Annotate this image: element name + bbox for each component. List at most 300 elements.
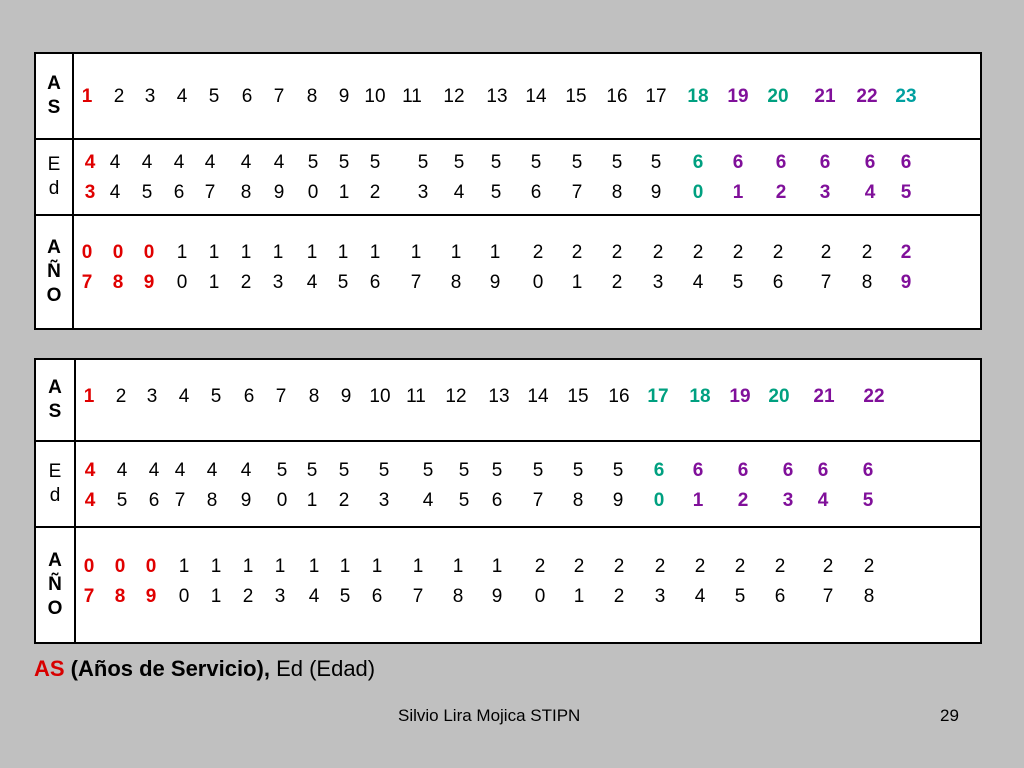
as-value: 21 [813,386,835,407]
row-label-ano [35,215,73,329]
digit: 4 [308,586,320,607]
digit: 8 [112,272,124,293]
digit: 5 [458,460,470,481]
digit: 7 [81,272,93,293]
digit: 2 [242,586,254,607]
digit: 8 [863,586,875,607]
ed-value [110,148,121,208]
digit: 5 [571,152,583,173]
ano-value [612,238,623,298]
digit: 8 [114,586,126,607]
row-label-letter: E [47,154,61,175]
digit: 3 [782,490,794,511]
digit: 7 [532,490,544,511]
ano-value [84,552,95,612]
ed-value [693,148,704,208]
ano-value [307,238,318,298]
digit: 5 [422,460,434,481]
row-label-letter: d [48,178,60,199]
digit: 1 [242,556,254,577]
ano-value [453,552,464,612]
as-value: 20 [767,86,789,107]
digit: 6 [653,460,665,481]
ed-value [117,456,128,516]
digit: 6 [782,460,794,481]
digit: 0 [307,182,319,203]
digit: 4 [422,490,434,511]
ano-value [533,238,544,298]
ano-value [340,552,351,612]
digit: 2 [573,556,585,577]
row-label-as [35,53,73,139]
row-label-ed [35,441,75,527]
as-value: 17 [645,86,667,107]
digit: 4 [84,152,96,173]
ano-value [695,552,706,612]
as-value: 16 [608,386,630,407]
ed-value [693,456,704,516]
ano-value [653,238,664,298]
digit: 2 [369,182,381,203]
ano-value [82,238,93,298]
digit: 5 [339,586,351,607]
digit: 4 [173,152,185,173]
ano-value [113,238,124,298]
caption [34,656,375,682]
as-values-row [73,53,981,139]
ed-value [205,148,216,208]
digit: 2 [532,242,544,263]
ed-value [531,148,542,208]
digit: 2 [692,242,704,263]
digit: 8 [611,182,623,203]
digit: 0 [532,272,544,293]
digit: 3 [652,272,664,293]
as-value: 4 [178,386,190,407]
as-value: 1 [81,86,93,107]
ed-values-row [73,139,981,215]
digit: 6 [491,490,503,511]
digit: 1 [369,242,381,263]
row-label-as [35,359,75,441]
digit: 5 [900,182,912,203]
digit: 5 [650,152,662,173]
as-value: 14 [525,86,547,107]
as-value: 7 [275,386,287,407]
ano-value [177,238,188,298]
digit: 1 [692,490,704,511]
digit: 6 [817,460,829,481]
ed-value [820,148,831,208]
digit: 4 [109,182,121,203]
digit: 2 [534,556,546,577]
digit: 2 [654,556,666,577]
ed-value [423,456,434,516]
digit: 4 [206,460,218,481]
ano-values-row [75,527,981,643]
row-label-ed [35,139,73,215]
digit: 8 [240,182,252,203]
digit: 4 [306,272,318,293]
as-value: 14 [527,386,549,407]
digit: 6 [775,152,787,173]
digit: 5 [732,272,744,293]
digit: 1 [210,556,222,577]
ano-value [243,552,254,612]
digit: 4 [148,460,160,481]
digit: 4 [109,152,121,173]
ano-value [451,238,462,298]
digit: 6 [371,586,383,607]
digit: 1 [491,556,503,577]
page-number: 29 [940,706,959,725]
as-value: 9 [338,86,350,107]
digit: 2 [774,556,786,577]
digit: 4 [240,152,252,173]
digit: 1 [308,556,320,577]
ed-value [865,148,876,208]
digit: 2 [732,242,744,263]
digit: 2 [613,556,625,577]
ed-value [174,148,185,208]
digit: 3 [84,182,96,203]
row-label-letter: O [46,284,62,306]
digit: 7 [410,272,422,293]
ed-value [175,456,186,516]
digit: 5 [338,460,350,481]
digit: 4 [204,152,216,173]
ed-value [738,456,749,516]
ano-value [735,552,746,612]
digit: 3 [654,586,666,607]
ano-value [733,238,744,298]
as-value: 9 [340,386,352,407]
digit: 2 [861,242,873,263]
digit: 7 [571,182,583,203]
as-value: 15 [565,86,587,107]
row-label-letter: E [48,461,62,482]
ano-value [146,552,157,612]
digit: 9 [273,182,285,203]
ed-value [612,148,623,208]
as-value: 10 [364,86,386,107]
as-value: 21 [814,86,836,107]
digit: 2 [652,242,664,263]
digit: 5 [276,460,288,481]
digit: 1 [732,182,744,203]
ed-value [651,148,662,208]
digit: 5 [378,460,390,481]
ed-value [307,456,318,516]
digit: 0 [145,556,157,577]
as-value: 2 [115,386,127,407]
digit: 9 [650,182,662,203]
digit: 5 [337,272,349,293]
digit: 3 [417,182,429,203]
digit: 9 [491,586,503,607]
digit: 5 [141,182,153,203]
digit: 8 [206,490,218,511]
digit: 0 [178,586,190,607]
as-value: 7 [273,86,285,107]
digit: 3 [378,490,390,511]
digit: 1 [371,556,383,577]
ano-value [275,552,286,612]
ed-value [274,148,285,208]
ano-value [241,238,252,298]
digit: 6 [774,586,786,607]
digit: 7 [822,586,834,607]
ano-value [614,552,625,612]
ed-value [572,148,583,208]
digit: 0 [112,242,124,263]
digit: 1 [210,586,222,607]
digit: 8 [452,586,464,607]
ano-value [535,552,546,612]
digit: 2 [734,556,746,577]
digit: 3 [272,272,284,293]
digit: 3 [819,182,831,203]
ano-value [309,552,320,612]
digit: 2 [613,586,625,607]
as-value: 19 [727,86,749,107]
digit: 5 [307,152,319,173]
digit: 1 [208,242,220,263]
as-value: 13 [488,386,510,407]
ed-value [573,456,584,516]
digit: 1 [412,556,424,577]
digit: 5 [116,490,128,511]
digit: 0 [653,490,665,511]
as-value: 12 [443,86,465,107]
digit: 2 [900,242,912,263]
digit: 6 [173,182,185,203]
as-value: 2 [113,86,125,107]
row-label-letter: A [48,549,62,571]
digit: 5 [734,586,746,607]
ed-value [142,148,153,208]
ed-value [149,456,160,516]
digit: 1 [306,490,318,511]
as-value: 20 [768,386,790,407]
digit: 5 [369,152,381,173]
as-value: 6 [243,386,255,407]
ed-value [339,148,350,208]
ano-value [572,238,583,298]
digit: 0 [81,242,93,263]
digit: 6 [369,272,381,293]
ano-value [144,238,155,298]
digit: 0 [176,272,188,293]
ano-values-row [73,215,981,329]
ed-value [454,148,465,208]
ano-value [821,238,832,298]
as-value: 10 [369,386,391,407]
digit: 5 [306,460,318,481]
ano-value [490,238,501,298]
ed-value [863,456,874,516]
digit: 6 [148,490,160,511]
digit: 9 [240,490,252,511]
ed-value [339,456,350,516]
ed-value [85,148,96,208]
as-value: 6 [241,86,253,107]
as-value: 12 [445,386,467,407]
ed-value [459,456,470,516]
digit: 1 [573,586,585,607]
as-value: 4 [176,86,188,107]
ano-value [338,238,349,298]
digit: 6 [864,152,876,173]
as-value: 15 [567,386,589,407]
ed-values-row [75,441,981,527]
as-value: 8 [306,86,318,107]
digit: 5 [862,490,874,511]
digit: 4 [84,460,96,481]
digit: 5 [612,460,624,481]
ano-value [864,552,875,612]
as-value: 5 [210,386,222,407]
digit: 1 [338,182,350,203]
ed-value [613,456,624,516]
digit: 4 [273,152,285,173]
ano-value [492,552,503,612]
digit: 1 [176,242,188,263]
ed-value [85,456,96,516]
as-value: 22 [856,86,878,107]
digit: 4 [84,490,96,511]
ed-value [783,456,794,516]
digit: 5 [490,152,502,173]
ed-value [308,148,319,208]
digit: 4 [453,182,465,203]
ed-value [207,456,218,516]
digit: 2 [775,182,787,203]
ed-value [491,148,502,208]
digit: 8 [861,272,873,293]
ano-value [901,238,912,298]
as-value: 18 [689,386,711,407]
row-label-letter: S [48,400,62,422]
digit: 0 [143,242,155,263]
as-value: 23 [895,86,917,107]
digit: 1 [208,272,220,293]
as-value: 19 [729,386,751,407]
digit: 0 [276,490,288,511]
digit: 2 [240,272,252,293]
as-values-row [75,359,981,441]
row-label-letter: S [47,96,61,118]
digit: 9 [143,272,155,293]
digit: 7 [412,586,424,607]
digit: 5 [611,152,623,173]
digit: 1 [272,242,284,263]
digit: 1 [410,242,422,263]
digit: 1 [274,556,286,577]
digit: 1 [452,556,464,577]
row-label-letter: Ñ [47,260,61,282]
digit: 4 [817,490,829,511]
digit: 5 [453,152,465,173]
digit: 1 [450,242,462,263]
digit: 3 [274,586,286,607]
row-label-letter: Ñ [48,573,62,595]
digit: 0 [534,586,546,607]
digit: 5 [530,152,542,173]
digit: 5 [338,152,350,173]
ano-value [655,552,666,612]
as-value: 13 [486,86,508,107]
as-value: 5 [208,86,220,107]
digit: 9 [145,586,157,607]
footer-author: Silvio Lira Mojica STIPN [398,706,581,725]
digit: 2 [737,490,749,511]
ano-value [411,238,422,298]
digit: 1 [489,242,501,263]
digit: 6 [772,272,784,293]
ano-value [862,238,873,298]
ed-value [533,456,544,516]
as-value: 16 [606,86,628,107]
as-value: 1 [83,386,95,407]
as-value: 22 [863,386,885,407]
digit: 6 [530,182,542,203]
row-label-letter: O [47,597,63,619]
digit: 1 [178,556,190,577]
digit: 5 [490,182,502,203]
digit: 4 [116,460,128,481]
as-value: 18 [687,86,709,107]
digit: 8 [450,272,462,293]
as-value: 11 [406,386,426,407]
as-value: 11 [402,86,422,107]
digit: 2 [611,242,623,263]
digit: 2 [820,242,832,263]
as-value: 3 [144,86,156,107]
ed-value [241,148,252,208]
ed-value [418,148,429,208]
digit: 1 [571,272,583,293]
digit: 5 [458,490,470,511]
digit: 2 [611,272,623,293]
digit: 6 [732,152,744,173]
row-label-letter: A [47,72,61,94]
row-label-letter: d [49,485,61,506]
digit: 7 [83,586,95,607]
digit: 2 [694,556,706,577]
digit: 0 [692,182,704,203]
digit: 2 [863,556,875,577]
digit: 6 [819,152,831,173]
digit: 7 [820,272,832,293]
digit: 2 [338,490,350,511]
digit: 9 [489,272,501,293]
digit: 4 [692,272,704,293]
digit: 0 [83,556,95,577]
digit: 1 [240,242,252,263]
as-value: 3 [146,386,158,407]
digit: 6 [737,460,749,481]
digit: 6 [900,152,912,173]
ed-value [492,456,503,516]
ano-value [273,238,284,298]
as-value: 17 [647,386,669,407]
digit: 7 [204,182,216,203]
digit: 2 [571,242,583,263]
ano-value [372,552,383,612]
digit: 5 [532,460,544,481]
digit: 4 [694,586,706,607]
